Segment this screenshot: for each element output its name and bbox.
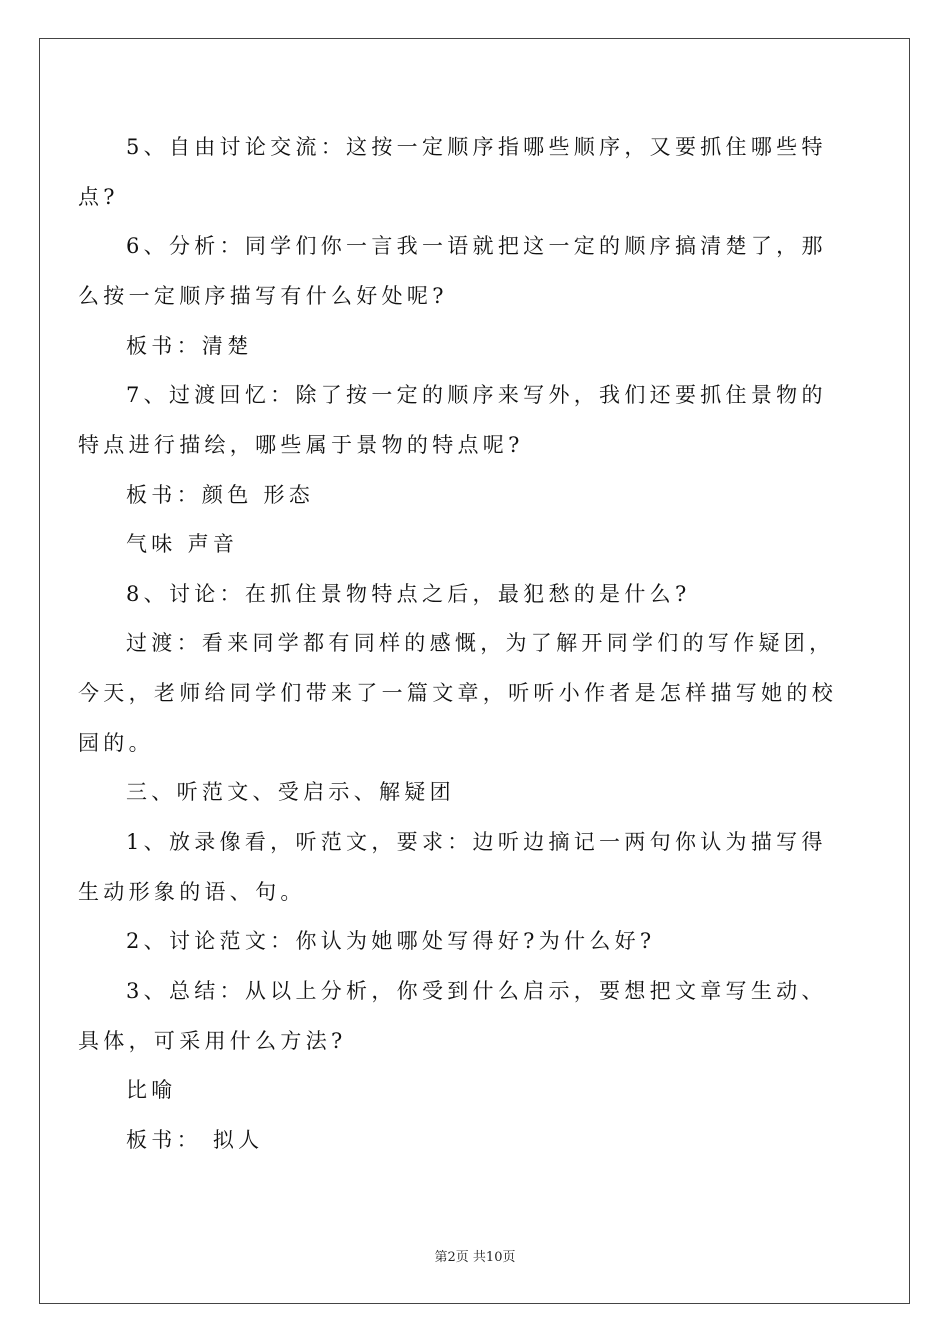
paragraph-line: 特点进行描绘，哪些属于景物的特点呢? [78, 433, 524, 457]
paragraph-line: 园的。 [78, 731, 154, 755]
paragraph-line: 生动形象的语、句。 [78, 880, 306, 904]
section-heading: 三、听范文、受启示、解疑团 [126, 780, 455, 804]
paragraph-line: 板书：清楚 [126, 334, 253, 358]
paragraph-line: 2、讨论范文：你认为她哪处写得好?为什么好? [126, 929, 656, 953]
paragraph-line: 具体，可采用什么方法? [78, 1029, 347, 1053]
paragraph-line: 7、过渡回忆：除了按一定的顺序来写外，我们还要抓住景物的 [126, 383, 827, 407]
paragraph-line: 1、放录像看，听范文，要求：边听边摘记一两句你认为描写得 [126, 830, 827, 854]
paragraph-line: 比喻 [126, 1078, 177, 1102]
paragraph-line: 板书：颜色 形态 [126, 483, 315, 507]
paragraph-line: 点? [78, 185, 119, 209]
paragraph-line: 气味 声音 [126, 532, 239, 556]
paragraph-line: 5、自由讨论交流：这按一定顺序指哪些顺序，又要抓住哪些特 [126, 135, 827, 159]
paragraph-line: 3、总结：从以上分析，你受到什么启示，要想把文章写生动、 [126, 979, 827, 1003]
paragraph-line: 8、讨论：在抓住景物特点之后，最犯愁的是什么? [126, 582, 691, 606]
paragraph-line: 今天，老师给同学们带来了一篇文章，听听小作者是怎样描写她的校 [78, 681, 837, 705]
paragraph-line: 6、分析：同学们你一言我一语就把这一定的顺序搞清楚了，那 [126, 234, 827, 258]
page-number-footer: 第2页 共10页 [434, 1250, 516, 1265]
paragraph-line: 板书： 拟人 [126, 1128, 264, 1152]
paragraph-line: 么按一定顺序描写有什么好处呢? [78, 284, 448, 308]
paragraph-line: 过渡：看来同学都有同样的感慨，为了解开同学们的写作疑团， [126, 631, 835, 655]
